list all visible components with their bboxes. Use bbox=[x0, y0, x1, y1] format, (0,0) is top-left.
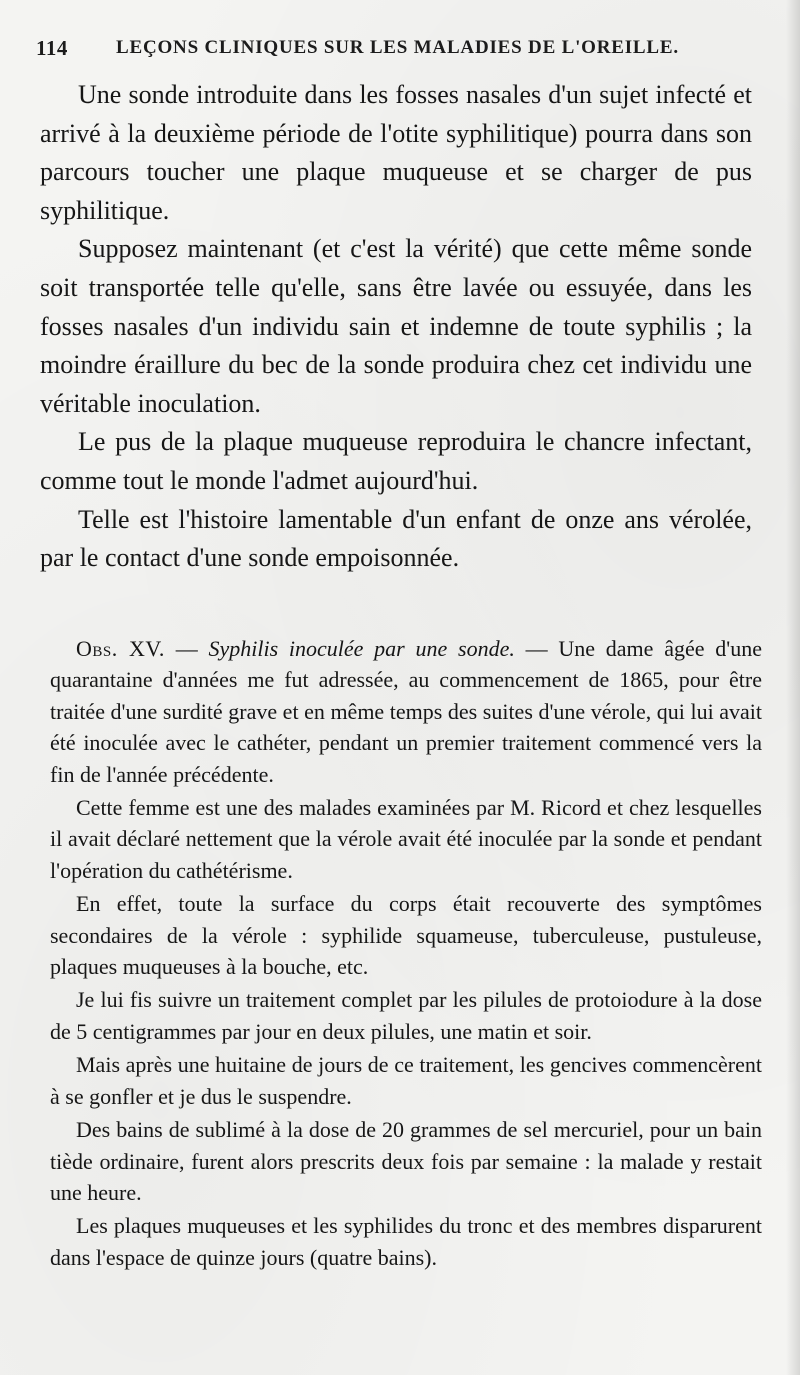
main-text bbox=[40, 76, 752, 578]
observation-text bbox=[50, 633, 762, 1273]
observation-title: Syphilis inoculée par une sonde. bbox=[208, 636, 515, 661]
page-number: 114 bbox=[36, 36, 68, 60]
paragraph: Le pus de la plaque muqueuse reproduira le chancre infectant, comme tout le monde l'admet aujourd'hui. bbox=[40, 427, 752, 495]
page-header bbox=[36, 36, 776, 66]
paragraph: Supposez maintenant (et c'est la vérité) que cette même sonde soit transportée telle qu'elle, sans être lavée ou essuyée, dans les fosses nasales d'un individu sain et indemne de toute syphilis ; la moindre éraillure du bec de la sonde produira chez cet individu une véritable inoculation. bbox=[40, 234, 752, 418]
paragraph: Une sonde introduite dans les fosses nasales d'un sujet infecté et arrivé à la deuxième période de l'otite syphilitique) pourra dans son parcours toucher une plaque muqueuse et se charger de pus syphilitique. bbox=[40, 80, 752, 225]
running-title: LEÇONS CLINIQUES SUR LES MALADIES DE L'OREILLE. bbox=[116, 37, 679, 58]
observation-first-text: — Une dame âgée d'une quarantaine d'années me fut adressée, au commencement de 1865, pour être traitée d'une surdité grave et en même temps des suites d'une vérole, qui lui avait été inoculée avec le cathéter, pendant un premier traitement commencé vers la fin de l'année précédente. bbox=[50, 636, 762, 787]
paragraph: Telle est l'histoire lamentable d'un enfant de onze ans vérolée, par le contact d'une sonde empoisonnée. bbox=[40, 504, 752, 573]
paragraph: Cette femme est une des malades examinées par M. Ricord et chez lesquelles il avait déclaré nettement que la vérole avait été inoculée par la sonde et pendant l'opération du cathétérisme. bbox=[50, 795, 762, 883]
observation-paragraph bbox=[50, 633, 762, 790]
observation-dash: — bbox=[164, 636, 209, 661]
paragraph: Je lui fis suivre un traitement complet par les pilules de protoiodure à la dose de 5 centigrammes par jour en deux pilules, une matin et soir. bbox=[50, 987, 762, 1044]
paragraph: Des bains de sublimé à la dose de 20 grammes de sel mercuriel, pour un bain tiède ordinaire, furent alors prescrits deux fois par semaine : la malade y restait une heure. bbox=[50, 1117, 762, 1205]
observation-label: Obs. XV. bbox=[76, 636, 165, 661]
paragraph: Mais après une huitaine de jours de ce traitement, les gencives commencèrent à se gonfler et je dus le suspendre. bbox=[50, 1052, 762, 1109]
paragraph: Les plaques muqueuses et les syphilides du tronc et des membres disparurent dans l'espace de quinze jours (quatre bains). bbox=[50, 1213, 762, 1270]
page-edge-shadow bbox=[786, 0, 800, 1375]
paragraph: En effet, toute la surface du corps était recouverte des symptômes secondaires de la vérole : syphilide squameuse, tuberculeuse, pustuleuse, plaques muqueuses à la bouche, etc. bbox=[50, 891, 762, 980]
